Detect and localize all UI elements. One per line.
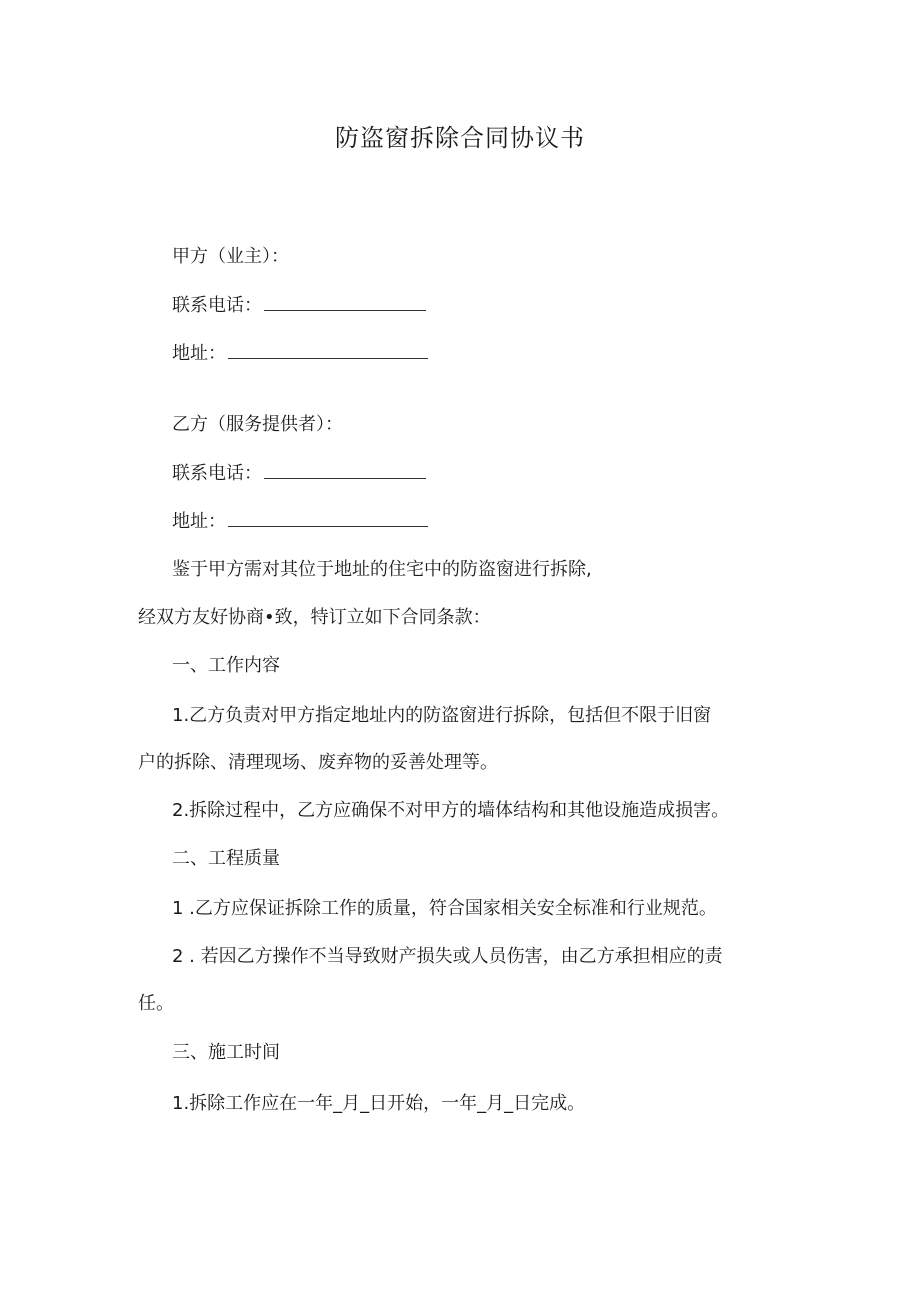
section-2-item-1: 1 .乙方应保证拆除工作的质量，符合国家相关安全标准和行业规范。 [172, 898, 717, 919]
preamble-line-2: 经双方友好协商•致，特订立如下合同条款： [138, 607, 491, 628]
section-2-item-2-line-1: 2 . 若因乙方操作不当导致财产损失或人员伤害，由乙方承担相应的责 [172, 946, 723, 967]
section-3-heading: 三、施工时间 [172, 1042, 280, 1063]
party-b-phone-row [172, 460, 426, 487]
section-1-item-1-line-2: 户的拆除、清理现场、废弃物的妥善处理等。 [138, 752, 498, 773]
section-1-heading: 一、工作内容 [172, 655, 280, 676]
party-b-address-field[interactable] [228, 508, 428, 527]
party-b-address-label: 地址： [172, 511, 226, 532]
party-a-address-label: 地址： [172, 343, 226, 364]
section-2-heading: 二、工程质量 [172, 848, 280, 869]
party-b-phone-label: 联系电话： [172, 463, 262, 484]
party-b-phone-field[interactable] [264, 460, 426, 479]
section-1-item-2: 2.拆除过程中，乙方应确保不对甲方的墙体结构和其他设施造成损害。 [172, 800, 730, 821]
section-3-item-1: 1.拆除工作应在一年_月_日开始，一年_月_日完成。 [172, 1093, 586, 1114]
section-2-item-2-line-2: 任。 [138, 993, 174, 1014]
preamble-line-1: 鉴于甲方需对其位于地址的住宅中的防盗窗进行拆除, [172, 559, 592, 580]
party-a-address-field[interactable] [228, 340, 428, 359]
section-1-item-1-line-1: 1.乙方负责对甲方指定地址内的防盗窗进行拆除，包括但不限于旧窗 [172, 705, 712, 726]
party-b-label: 乙方（服务提供者）： [172, 414, 343, 435]
party-b-address-row [172, 508, 428, 535]
document-title: 防盗窗拆除合同协议书 [335, 124, 585, 152]
party-a-address-row [172, 340, 428, 367]
party-a-label: 甲方（业主）： [172, 246, 289, 267]
party-a-phone-row [172, 292, 426, 319]
party-a-phone-field[interactable] [264, 292, 426, 311]
party-a-phone-label: 联系电话： [172, 295, 262, 316]
